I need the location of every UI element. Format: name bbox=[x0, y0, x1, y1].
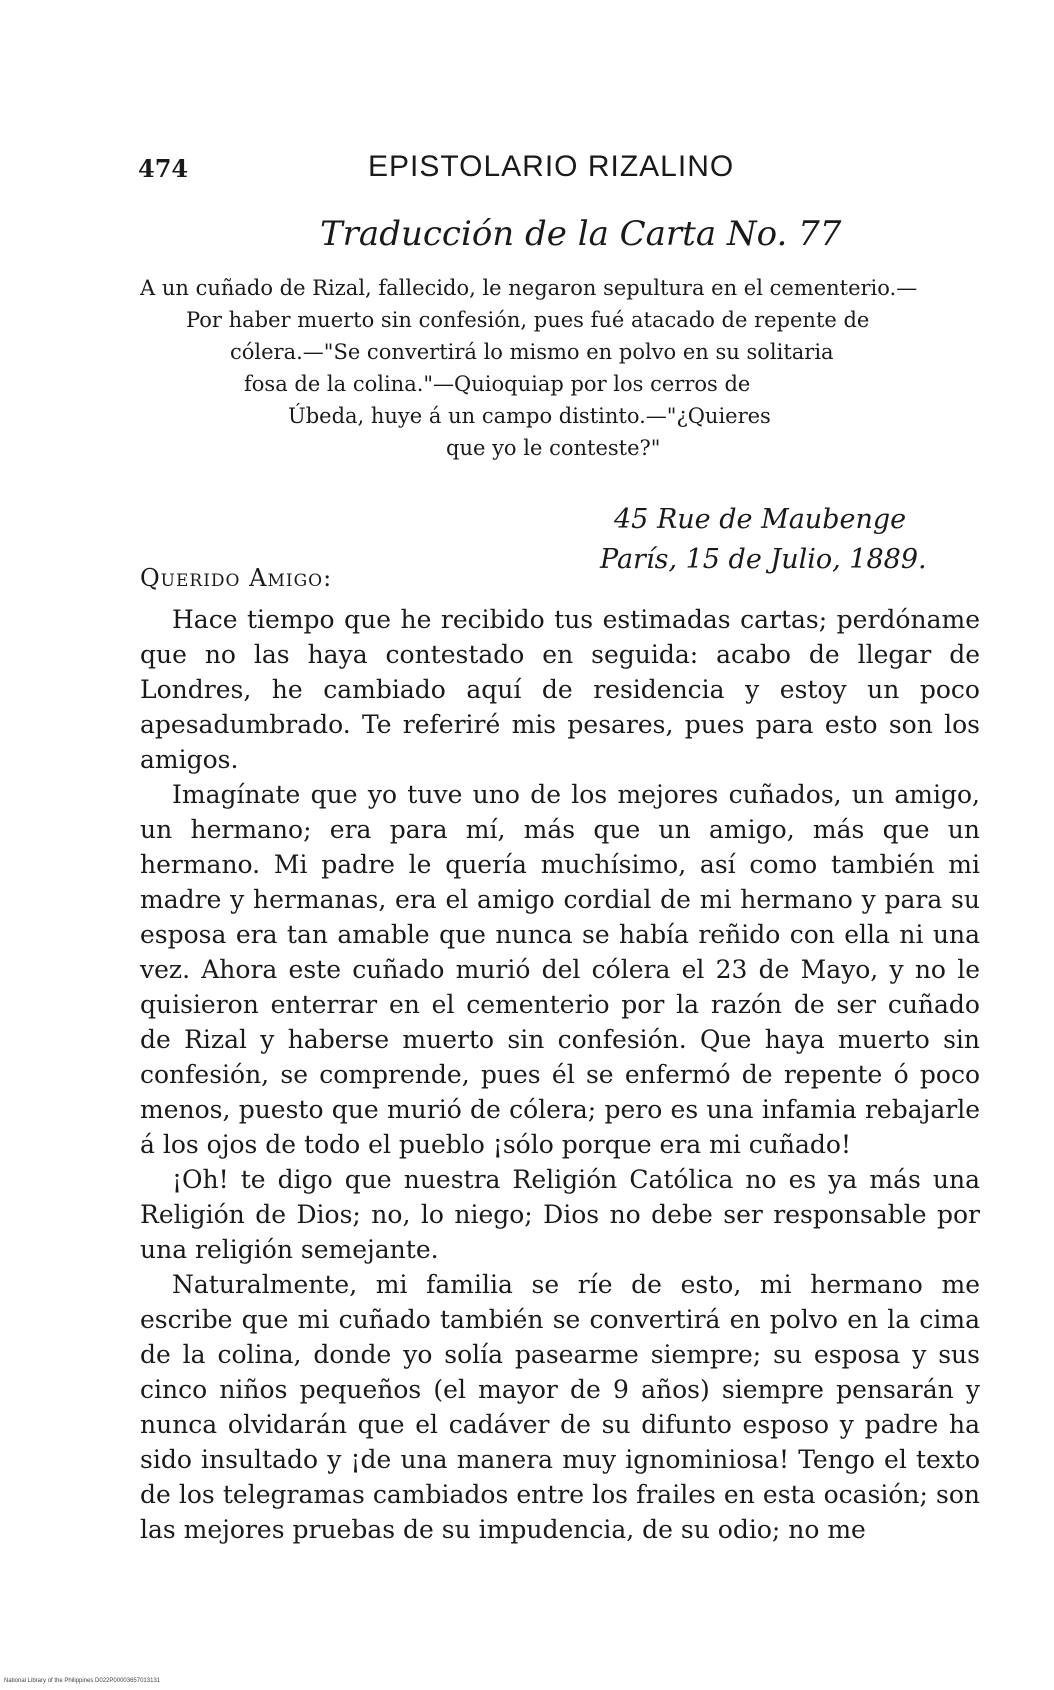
date-line: París, 15 de Julio, 1889. bbox=[600, 544, 927, 575]
page-header bbox=[138, 150, 978, 194]
summary-line: Úbeda, huye á un campo distinto.—"¿Quieres bbox=[288, 404, 771, 428]
body-paragraph: Imagínate que yo tuve uno de los mejores cuñados, un amigo, un hermano; era para mí, más que un amigo, más que un hermano. Mi padre le quería muchísimo, así como también mi madre y hermanas, era el amigo cordial de mi hermano y para su esposa era tan amable que nunca se había reñido con ella ni una vez. Ahora este cuñado murió del cólera el 23 de Mayo, y no le quisieron enterrar en el cementerio por la razón de ser cuñado de Rizal y haberse muerto sin confesión. Que haya muerto sin confesión, se comprende, pues él se enfermó de repente ó poco menos, puesto que murió de cólera; pero es una infamia rebajarle á los ojos de todo el pueblo ¡sólo porque era mi cuñado! bbox=[140, 780, 980, 1159]
sender-address bbox=[600, 500, 970, 580]
body-paragraph: Naturalmente, mi familia se ríe de esto, mi hermano me escribe que mi cuñado también se convertirá en polvo en la cima de la colina, donde yo solía pasearme siempre; su esposa y sus cinco niños pequeños (el mayor de 9 años) siempre pensarán y nunca olvidarán que el cadáver de su difunto esposo y padre ha sido insultado y ¡de una manera muy ignominiosa! Tengo el texto de los telegramas cambiados entre los frailes en esta ocasión; son las mejores pruebas de su impudencia, de su odio; no me bbox=[140, 1270, 980, 1544]
letter-title: Traducción de la Carta No. 77 bbox=[320, 214, 842, 254]
summary-line: cólera.—"Se convertirá lo mismo en polvo en su solitaria bbox=[230, 340, 834, 364]
page-number: 474 bbox=[138, 154, 189, 183]
summary-line: Por haber muerto sin confesión, pues fué atacado de repente de bbox=[186, 308, 870, 332]
letter-summary bbox=[140, 272, 980, 464]
address-line: 45 Rue de Maubenge bbox=[614, 504, 907, 535]
body-paragraph: Hace tiempo que he recibido tus estimadas cartas; perdóname que no las haya contestado en seguida: acabo de llegar de Londres, he cambiado aquí de residencia y estoy un poco apesadumbrado. Te referiré mis pesares, pues para esto son los amigos. bbox=[140, 605, 980, 774]
letter-body bbox=[140, 602, 980, 1547]
summary-line: que yo le conteste?" bbox=[446, 436, 661, 460]
summary-line: fosa de la colina."—Quioquiap por los cerros de bbox=[244, 372, 751, 396]
scan-footer: National Library of the Philippines D022P00003657013131 bbox=[4, 1678, 161, 1684]
body-paragraph: ¡Oh! te digo que nuestra Religión Católica no es ya más una Religión de Dios; no, lo niego; Dios no debe ser responsable por una religión semejante. bbox=[140, 1165, 980, 1264]
salutation: Querido Amigo: bbox=[140, 564, 333, 592]
summary-line: A un cuñado de Rizal, fallecido, le negaron sepultura en el cementerio.— bbox=[140, 276, 918, 300]
running-title: EPISTOLARIO RIZALINO bbox=[368, 150, 735, 183]
